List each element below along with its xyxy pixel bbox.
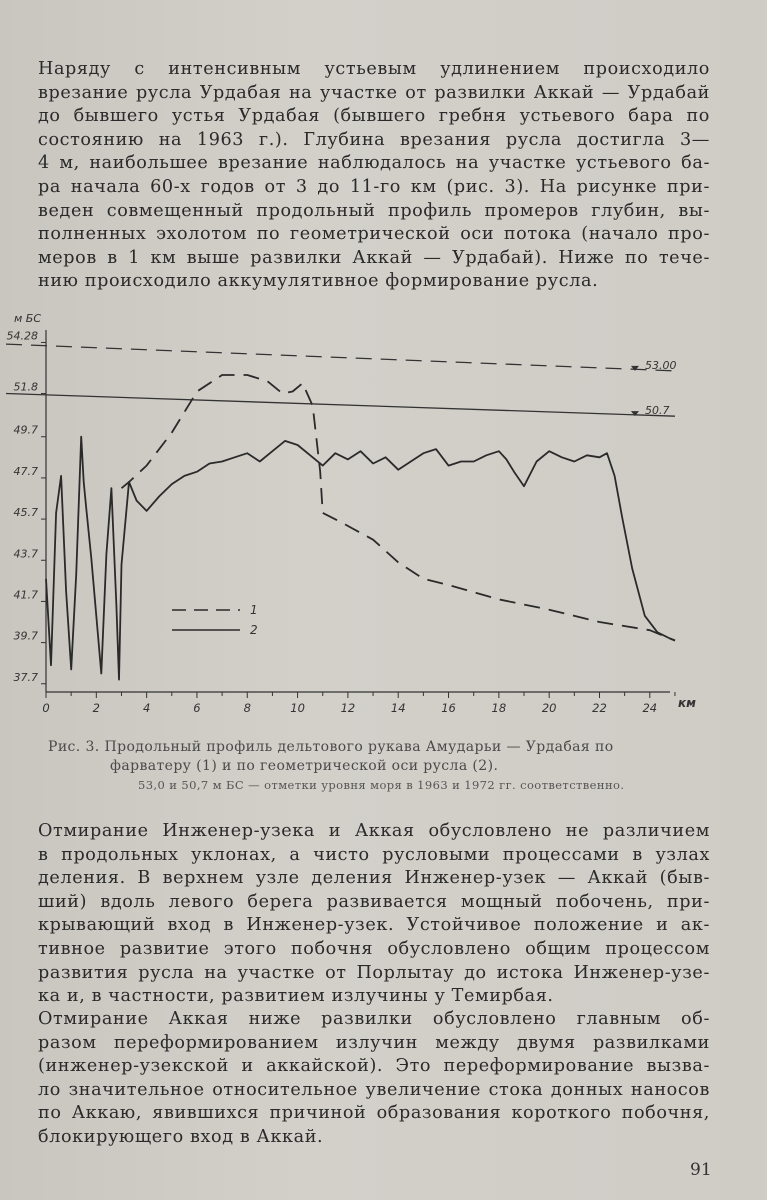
series-1-line [122, 375, 676, 641]
page-number: 91 [690, 1160, 712, 1180]
paragraph-2 [38, 820, 710, 1009]
paragraph-1-line: состоянию на 1963 г.). Глубина врезания русла достигла 3— [38, 129, 710, 150]
y-tick-label: 37.7 [13, 670, 38, 684]
chart-legend [172, 603, 258, 637]
paragraph-2-line: в продольных уклонах, а чисто русловыми процессами в узлах [38, 844, 710, 865]
longitudinal-profile-chart [0, 300, 767, 730]
x-tick-label: 22 [592, 701, 607, 715]
x-tick-label: 2 [92, 701, 100, 715]
paragraph-1-line: ра начала 60-х годов от 3 до 11-го км (рис. 3). На рисунке при- [38, 176, 710, 197]
x-tick-label: 6 [193, 701, 201, 715]
x-tick-label: 18 [491, 701, 507, 715]
paragraph-2-line: развития русла на участке от Порлытау до истока Инженер-узе- [38, 962, 710, 983]
x-tick-label: 12 [340, 701, 356, 715]
paragraph-2-line: крывающий вход в Инженер-узек. Устойчивое положение и ак- [38, 915, 710, 936]
x-tick-label: 20 [541, 701, 557, 715]
y-tick-label: 45.7 [13, 506, 38, 520]
reference-lines [6, 344, 676, 417]
y-tick-label: 49.7 [13, 423, 38, 437]
y-axis-label: м БС [14, 312, 42, 325]
caption-line-2: фарватеру (1) и по геометрической оси русла (2). [110, 758, 499, 774]
level-marker-icon [631, 366, 639, 371]
paragraph-3-line: (инженер-узекской и аккайской). Это переформирование вызва- [38, 1056, 710, 1077]
paragraph-1-line: врезание русла Урдабая на участке от развилки Аккай — Урдабай [38, 82, 710, 103]
paragraph-2-line: Отмирание Инженер-узека и Аккая обусловлено не различием [38, 821, 710, 841]
x-tick-label: 10 [290, 701, 305, 715]
paragraph-1-line: 4 м, наибольшее врезание наблюдалось на участке устьевого ба- [38, 153, 710, 174]
paragraph-1 [38, 58, 710, 294]
paragraph-2-line: тивное развитие этого побочня обусловлено общим процессом [38, 938, 710, 959]
paragraph-2-line: ка и, в частности, развитием излучины у Темирбая. [38, 986, 554, 1007]
x-tick-label: 16 [441, 701, 456, 715]
paragraph-1-line: полненных эхолотом по геометрической оси потока (начало про- [38, 224, 710, 245]
paragraph-3-line: ло значительное относительное увеличение стока донных наносов [38, 1079, 710, 1100]
paragraph-3-line: Отмирание Аккая ниже развилки обусловлено главным об- [38, 1009, 710, 1029]
reference-line-label: 53.00 [644, 358, 677, 372]
caption-note: 53,0 и 50,7 м БС — отметки уровня моря в 1963 и 1972 гг. соответственно. [138, 778, 625, 792]
paragraph-1-line: меров в 1 км выше развилки Аккай — Урдабай). Ниже по тече- [38, 247, 710, 268]
chart-axes [7, 329, 675, 715]
legend-label: 2 [250, 623, 258, 637]
y-tick-label: 47.7 [13, 464, 38, 478]
x-tick-label: 14 [390, 701, 406, 715]
paragraph-2-line: деления. В верхнем узле деления Инженер-узек — Аккай (быв- [38, 868, 710, 889]
paragraph-1-line: до бывшего устья Урдабая (бывшего гребня устьевого бара по [38, 106, 710, 127]
figure-caption [48, 738, 688, 795]
x-axis-label: км [678, 696, 696, 710]
y-tick-label: 41.7 [13, 588, 38, 602]
paragraph-2-line: ший) вдоль левого берега развивается мощный побочень, при- [38, 891, 710, 912]
reference-line [6, 344, 675, 371]
reference-line [6, 394, 675, 417]
paragraph-1-line: веден совмещенный продольный профиль промеров глубин, вы- [38, 200, 710, 221]
chart-series [46, 375, 675, 680]
y-tick-label: 43.7 [13, 547, 38, 561]
legend-label: 1 [250, 603, 258, 617]
x-tick-label: 24 [642, 701, 658, 715]
y-tick-label: 51.8 [13, 380, 38, 394]
series-2-line [46, 437, 675, 680]
paragraph-3-line: по Аккаю, явившихся причиной образования короткого побочня, [38, 1103, 710, 1124]
paragraph-1-line: Наряду с интенсивным устьевым удлинением происходило [38, 59, 710, 79]
reference-line-label: 50.7 [644, 404, 670, 418]
caption-line-1: Рис. 3. Продольный профиль дельтового рукава Амударьи — Урдабая по [48, 739, 614, 755]
paragraph-3-line: блокирующего вход в Аккай. [38, 1126, 324, 1147]
paragraph-3 [38, 1008, 710, 1150]
paragraph-1-line: нию происходило аккумулятивное формирование русла. [38, 271, 599, 292]
x-tick-label: 4 [142, 701, 151, 715]
y-tick-label: 54.28 [6, 329, 38, 343]
x-tick-label: 0 [42, 701, 50, 715]
x-tick-label: 8 [243, 701, 251, 715]
paragraph-3-line: разом переформированием излучин между двумя развилками [38, 1032, 710, 1053]
y-tick-label: 39.7 [13, 629, 38, 643]
